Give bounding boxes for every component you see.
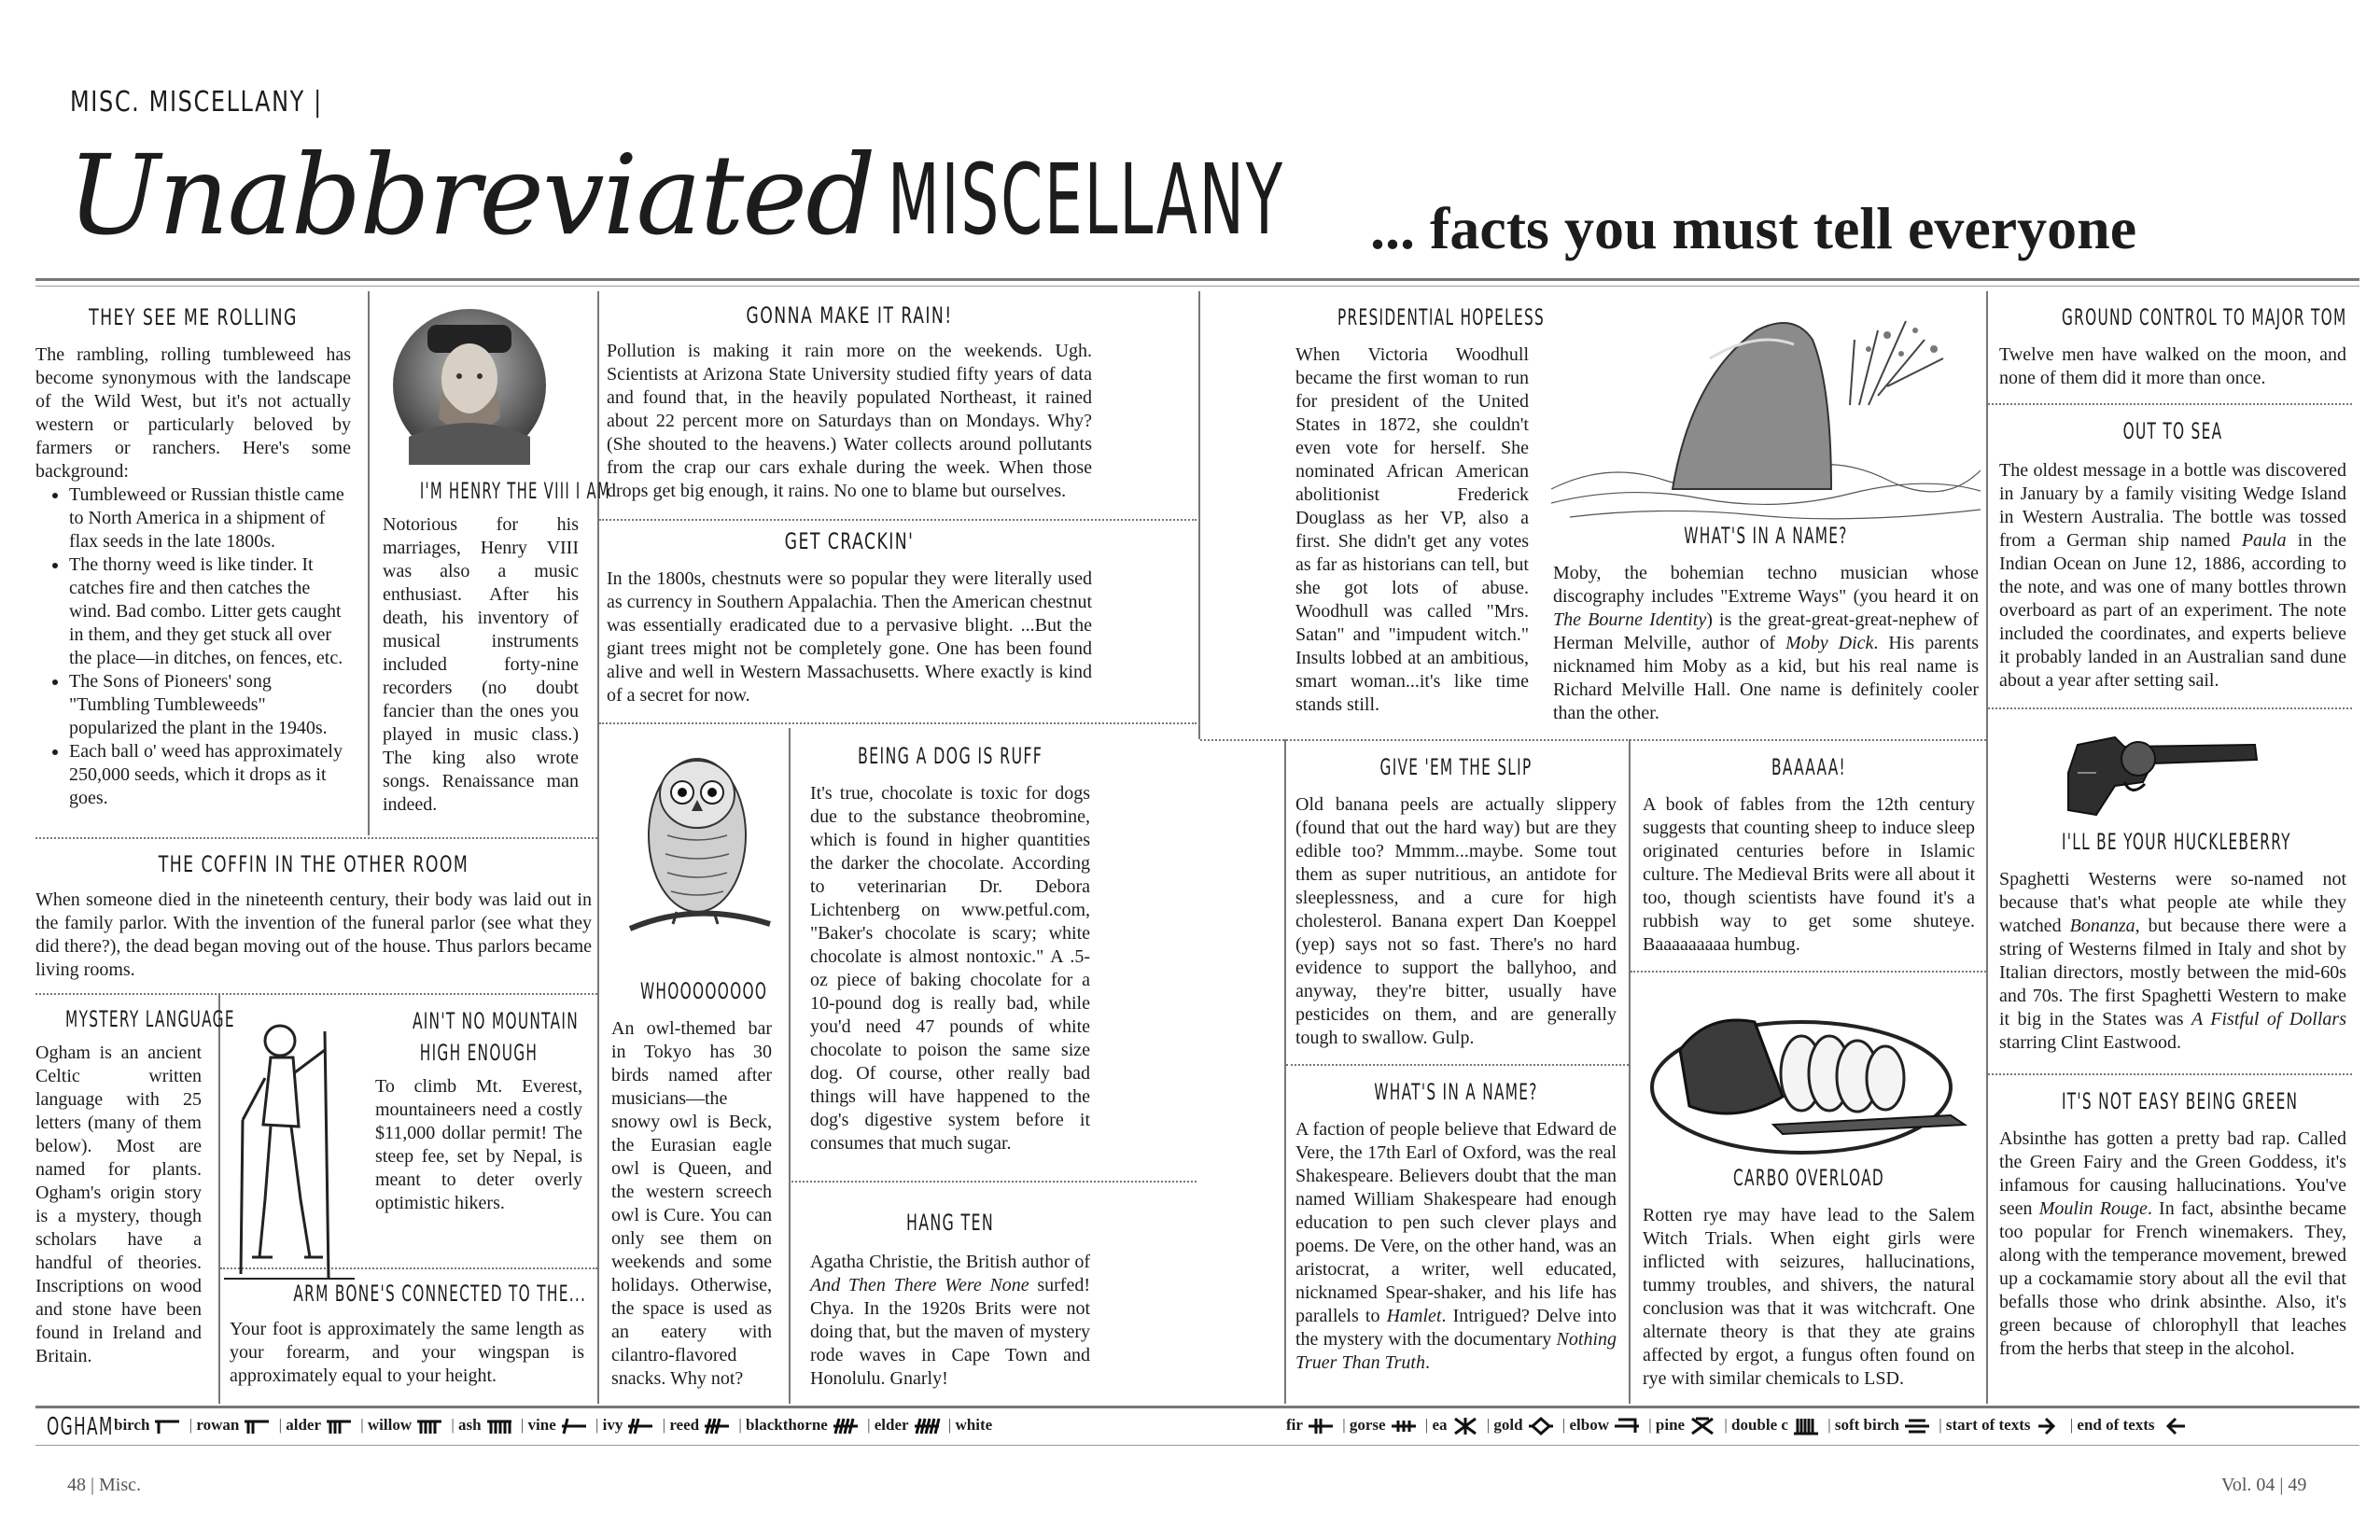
- ogham-letter-name: birch: [114, 1416, 150, 1434]
- ogham-glyph-icon: [1527, 1416, 1555, 1436]
- book-title: Moby Dick: [1785, 633, 1874, 653]
- divider: [1631, 971, 1986, 973]
- divider: [1988, 707, 2352, 709]
- ogham-letter: [2077, 1416, 2190, 1434]
- ogham-letter: [1350, 1416, 1421, 1434]
- ogham-glyph-icon: [703, 1416, 731, 1436]
- ogham-separator: |: [1421, 1416, 1433, 1434]
- article-body: An owl-themed bar in Tokyo has 30 birds named after musicians—the snowy owl is Beck, the Eurasian eagle owl is Queen, and the western screech owl is Cure. You can only see them on weekends and some holidays. Otherwise, the space is used as an eatery with cilantro-flavored snacks. Why not?: [611, 1018, 772, 1389]
- divider: [35, 993, 597, 995]
- ogham-letter-name: fir: [1286, 1416, 1303, 1434]
- article-text: surfed! Chya. In the 1920s Brits were not doing that, but the maven of mystery rode waves in Cape Town and Honolulu. Gnarly!: [810, 1275, 1090, 1389]
- ogham-letter: [1570, 1416, 1645, 1434]
- article-body: [810, 1251, 1090, 1391]
- play-title: Hamlet: [1386, 1306, 1442, 1326]
- header-rule-2: [35, 286, 2359, 287]
- divider: [35, 837, 597, 839]
- article-title-line2: HIGH ENOUGH: [419, 1040, 539, 1066]
- column-rule: [597, 291, 599, 1404]
- film-title: The Bourne Identity: [1553, 609, 1707, 630]
- article-groundcontrol: [1999, 304, 2346, 390]
- article-title: OUT TO SEA: [2122, 418, 2223, 444]
- ogham-letter: [196, 1416, 274, 1434]
- divider: [1286, 1064, 1629, 1066]
- article-armbone: [230, 1281, 587, 1388]
- tagline: ... facts you must tell everyone: [1370, 195, 2137, 261]
- ogham-letter-name: double c: [1731, 1416, 1788, 1434]
- article-body: To climb Mt. Everest, mountaineers need a costly $11,000 dollar permit! The steep fee, set by Nepal, is meant to deter overly optimistic hikers.: [375, 1076, 582, 1213]
- ogham-glyph-icon: [243, 1416, 271, 1436]
- revolver-illustration: [2059, 717, 2264, 819]
- article-text: starring Clint Eastwood.: [1999, 1032, 2181, 1053]
- list-item: • Each ball o' weed has approximately 250,000 seeds, which it drops as it goes.: [69, 740, 351, 810]
- article-text: . Intrigued? Delve into the mystery with the documentary: [1295, 1306, 1617, 1350]
- article-rolling: [35, 304, 351, 810]
- ogham-separator: |: [274, 1416, 287, 1434]
- ogham-letter: [368, 1416, 447, 1434]
- ogham-letter-name: blackthorne: [746, 1416, 828, 1434]
- footer-rule-2: [35, 1445, 2359, 1446]
- column-rule: [1629, 739, 1631, 1404]
- article-title: HANG TEN: [905, 1210, 994, 1236]
- ogham-letter: [1286, 1416, 1338, 1434]
- ogham-letter: [603, 1416, 659, 1434]
- article-title: THE COFFIN IN THE OTHER ROOM: [158, 851, 469, 877]
- ogham-glyph-icon: [1307, 1416, 1335, 1436]
- bread-illustration: [1643, 985, 1979, 1162]
- ship-name: Paula: [2241, 530, 2287, 551]
- article-crackin: [607, 528, 1092, 707]
- list-item: • The Sons of Pioneers' song "Tumbling Tumbleweeds" popularized the plant in the 1940s.: [69, 670, 351, 740]
- article-text: , but because there were a string of Westerns filmed in Italy and shot by Italian directors, mostly between the mid-60s and 70s. The first Spaghetti Western to make it big in the States was: [1999, 916, 2346, 1029]
- article-hangten: [810, 1210, 1090, 1391]
- ogham-separator: |: [2065, 1416, 2078, 1434]
- ogham-letter-name: white: [955, 1416, 993, 1434]
- article-body: A book of fables from the 12th century suggests that counting sheep to induce sleep originated centuries before in Islamic culture. The Medieval Brits were all about it too, though scientists have found it's a rubbish way to get some shuteye. Baaaaaaaaa humbug.: [1643, 794, 1975, 955]
- article-owl: [611, 978, 772, 1391]
- ogham-glyph-icon: [153, 1416, 181, 1436]
- ogham-letter: [1835, 1416, 1935, 1434]
- article-body: Ogham is an ancient Celtic written language with 25 letters (many of them below). Most are named for plants. Ogham's origin story is a mystery, though scholars have a handful of theories. Inscriptions on wood and stone have been found in Ireland and Britain.: [35, 1043, 202, 1366]
- page-number-right: Vol. 04 | 49: [2221, 1475, 2307, 1495]
- ogham-glyph-icon: [325, 1416, 353, 1436]
- film-title: Moulin Rouge: [2038, 1198, 2148, 1219]
- ogham-letter: [1731, 1416, 1824, 1434]
- article-title: BEING A DOG IS RUFF: [858, 743, 1043, 769]
- whale-illustration: [1551, 293, 1981, 526]
- article-title: GET CRACKIN': [784, 528, 915, 554]
- film-title: Nothing Truer Than Truth: [1295, 1329, 1617, 1373]
- title-caps: MISCELLANY: [887, 143, 1284, 257]
- article-henry: [383, 478, 611, 817]
- ogham-letter: [1432, 1416, 1482, 1434]
- article-text: .: [1424, 1352, 1430, 1373]
- ogham-glyph-icon: [2035, 1416, 2063, 1436]
- article-mountain: [375, 1008, 582, 1215]
- column-rule: [1284, 739, 1286, 1404]
- article-body: [1999, 1127, 2346, 1361]
- ogham-separator: |: [185, 1416, 197, 1434]
- ogham-glyph-icon: [1792, 1416, 1820, 1436]
- ogham-letter: [528, 1416, 592, 1434]
- ogham-letter-name: ivy: [602, 1416, 623, 1434]
- article-title: ARM BONE'S CONNECTED TO THE...: [293, 1281, 587, 1307]
- ogham-glyph-icon: [1451, 1416, 1479, 1436]
- article-mystery: [35, 1006, 235, 1368]
- title-script: Unabbreviated: [67, 131, 875, 259]
- article-title: I'M HENRY THE VIII I AM: [419, 478, 611, 504]
- ogham-strip: [47, 1413, 2352, 1443]
- ogham-separator: |: [1823, 1416, 1835, 1434]
- article-carbo: [1643, 1165, 1975, 1391]
- article-body: Rotten rye may have lead to the Salem Witch Trials. When eight girls were inflicted with seizures, hallucinations, tummy troubles, and shivers, the natural conclusion was that it was witchcraft. One alternate theory is that they ate grains affected by ergot, a fungus often found on rye with similar chemicals to LSD.: [1643, 1205, 1975, 1389]
- ogham-separator: |: [1934, 1416, 1946, 1434]
- article-coffin: [35, 851, 592, 982]
- article-title: IT'S NOT EASY BEING GREEN: [2061, 1088, 2299, 1114]
- article-title: PRESIDENTIAL HOPELESS: [1337, 304, 1546, 330]
- divider: [599, 722, 1197, 724]
- article-body: In the 1800s, chestnuts were so popular they were literally used as currency in Southern Appalachia. Then the American chestnut was essentially eradicated due to a pervasive blight. ...But the giant trees might not be completely gone. One has been found alive and well in Western Massachusetts. Where exactly is kind of a secret for now.: [607, 568, 1092, 706]
- ogham-glyph-icon: [1903, 1416, 1931, 1436]
- article-body: [1999, 868, 2346, 1055]
- ogham-separator: |: [1645, 1416, 1656, 1434]
- ogham-label: OGHAM: [47, 1413, 114, 1441]
- article-moby: [1553, 523, 1979, 725]
- article-title: WHAT'S IN A NAME?: [1684, 523, 1848, 549]
- ogham-letter-name: elder: [874, 1416, 909, 1434]
- list-item: • Tumbleweed or Russian thistle came to North America in a shipment of flax seeds in the late 1800s.: [69, 483, 351, 553]
- article-title: GIVE 'EM THE SLIP: [1379, 754, 1533, 780]
- ogham-glyph-icon: [485, 1416, 513, 1436]
- henry-viii-portrait: [390, 297, 549, 474]
- article-body: Notorious for his marriages, Henry VIII was also a music enthusiast. After his death, his inventory of musical instruments included forty-nine recorders (no doubt fancier than the ones you played in music class.) The king also wrote songs. Renaissance man indeed.: [383, 514, 579, 815]
- article-title: THEY SEE ME ROLLING: [89, 304, 298, 330]
- ogham-letter-name: elbow: [1569, 1416, 1610, 1434]
- ogham-letter: [1656, 1416, 1720, 1434]
- article-text: Moby, the bohemian techno musician whose discography includes "Extreme Ways" (you heard it on: [1553, 563, 1979, 607]
- divider: [1988, 403, 2352, 405]
- article-body: When Victoria Woodhull became the first woman to run for president of the United States in 1872, she couldn't even vote for herself. She nominated African American abolitionist Frederick Douglass as her VP, also a first. She didn't get any votes as far as historians can tell, but she got lots of abuse. Woodhull was called "Mrs. Satan" and "impudent witch." Insults lobbed at an ambitious, smart woman...it's like time stands still.: [1295, 344, 1529, 715]
- article-title: GONNA MAKE IT RAIN!: [746, 302, 953, 329]
- article-dog: [810, 743, 1090, 1155]
- ogham-glyph-icon: [415, 1416, 443, 1436]
- ogham-glyph-icon: [913, 1416, 941, 1436]
- ogham-letter-name: gorse: [1349, 1416, 1386, 1434]
- article-baaaa: [1643, 754, 1975, 957]
- article-title: WHAT'S IN A NAME?: [1374, 1079, 1538, 1105]
- bullet-list: [35, 483, 351, 810]
- ogham-letter-name: willow: [367, 1416, 413, 1434]
- ogham-glyph-icon: [1390, 1416, 1418, 1436]
- ogham-glyph-icon: [1613, 1416, 1641, 1436]
- ogham-letter: [956, 1416, 993, 1434]
- article-text: Spaghetti Westerns were so-named not because that's what people ate while they watched: [1999, 869, 2346, 936]
- ogham-letter-name: start of texts: [1945, 1416, 2031, 1434]
- article-text: Absinthe has gotten a pretty bad rap. Called the Green Fairy and the Green Goddess, it's infamous for causing hallucinations. You've seen: [1999, 1128, 2346, 1219]
- article-body: [1999, 459, 2346, 693]
- article-title: WHOOOOOOOO: [639, 978, 768, 1004]
- article-slip: [1295, 754, 1617, 1050]
- article-body: Twelve men have walked on the moon, and none of them did it more than once.: [1999, 344, 2346, 388]
- article-title: MYSTERY LANGUAGE: [65, 1006, 235, 1032]
- ogham-letter-name: reed: [669, 1416, 700, 1434]
- ogham-separator: |: [862, 1416, 875, 1434]
- ogham-letter: [286, 1416, 357, 1434]
- ogham-letter: [1946, 1416, 2066, 1434]
- film-title: A Fistful of Dollars: [2191, 1009, 2346, 1029]
- ogham-letter: [669, 1416, 735, 1434]
- column-rule: [789, 728, 791, 1404]
- article-title: CARBO OVERLOAD: [1733, 1165, 1884, 1191]
- divider: [1200, 739, 1986, 741]
- ogham-glyph-icon: [2159, 1416, 2187, 1436]
- ogham-letter-name: alder: [286, 1416, 321, 1434]
- article-rain: [607, 302, 1092, 503]
- ogham-separator: |: [658, 1416, 670, 1434]
- article-title: AIN'T NO MOUNTAIN: [412, 1008, 579, 1034]
- ogham-letter-name: pine: [1655, 1416, 1686, 1434]
- ogham-letter-name: gold: [1493, 1416, 1523, 1434]
- divider: [789, 1181, 1197, 1183]
- column-rule: [218, 994, 220, 1404]
- ogham-separator: |: [357, 1416, 368, 1434]
- section-label: MISC. MISCELLANY |: [70, 86, 323, 119]
- hiker-illustration: [224, 1013, 355, 1283]
- ogham-glyph-icon: [626, 1416, 654, 1436]
- ogham-list-right: [1286, 1416, 2191, 1436]
- ogham-glyph-icon: [560, 1416, 588, 1436]
- book-title: And Then There Were None: [810, 1275, 1029, 1295]
- footer-rule: [35, 1406, 2359, 1408]
- ogham-letter: [875, 1416, 945, 1434]
- ogham-separator: |: [516, 1416, 528, 1434]
- owl-illustration: [611, 733, 779, 957]
- ogham-letter: [114, 1416, 185, 1434]
- article-president: [1295, 304, 1546, 717]
- ogham-letter-name: end of texts: [2077, 1416, 2155, 1434]
- ogham-glyph-icon: [832, 1416, 860, 1436]
- ogham-separator: |: [1337, 1416, 1350, 1434]
- article-text: ) is the great-great-great-nephew of Herman Melville, author of: [1553, 609, 1979, 653]
- article-text: . His parents nicknamed him Moby as a kid, but his real name is Richard Melville Hall. One name is definitely cooler than the other.: [1553, 633, 1979, 723]
- ogham-letter-name: ea: [1432, 1416, 1448, 1434]
- article-body: Old banana peels are actually slippery (found that out the hard way) but are they edible too? Mmmm...maybe. Some tout them as super nutritious, an antidote for sleeplessness, and a cure for high cholesterol. Banana expert Dan Koeppel (yep) says not so fast. There's no hard evidence to support the ballyhoo, and anyway, they're bitter, usually have pesticides on them, and are generally tough to swallow. Gulp.: [1295, 794, 1617, 1048]
- article-body: [1553, 562, 1979, 725]
- show-title: Bonanza: [2069, 916, 2135, 936]
- article-text: in the Indian Ocean on June 12, 1886, according to the note, and was one of many bottles thrown overboard as part of an experiment. The note included the coordinates, and experts believe it probably landed in an Australian sand dune about a year after setting sail.: [1999, 530, 2346, 691]
- ogham-separator: |: [1720, 1416, 1732, 1434]
- column-rule: [1986, 291, 1988, 1404]
- ogham-letter: [746, 1416, 863, 1434]
- divider: [599, 519, 1197, 521]
- article-title: I'LL BE YOUR HUCKLEBERRY: [2061, 829, 2291, 855]
- ogham-separator: |: [1482, 1416, 1494, 1434]
- ogham-separator: |: [735, 1416, 747, 1434]
- article-body: [1295, 1118, 1617, 1375]
- column-rule: [1198, 291, 1200, 739]
- article-text: The oldest message in a bottle was discovered in January by a family visiting Wedge Island in Western Australia. The bottle was tossed from a German ship named: [1999, 460, 2346, 551]
- divider: [1988, 1073, 2352, 1075]
- header-rule: [35, 278, 2359, 281]
- article-text: A faction of people believe that Edward de Vere, the 17th Earl of Oxford, was the real Shakespeare. Believers doubt that the man named William Shakespeare had enough education to pen such clever plays and poems. De Vere, on the other hand, was an aristocrat, a writer, well educated, nicknamed Spear-shaker, and his life has parallels to: [1295, 1119, 1617, 1326]
- ogham-letter: [458, 1416, 517, 1434]
- ogham-separator: |: [1558, 1416, 1570, 1434]
- ogham-letter: [1493, 1416, 1558, 1434]
- article-outtosea: [1999, 418, 2346, 693]
- ogham-letter-name: soft birch: [1834, 1416, 1899, 1434]
- article-body: When someone died in the nineteenth century, their body was laid out in the family parlor. With the invention of the funeral parlor (see what they did there?), the dead began moving out of the house. Thus parlors became living rooms.: [35, 889, 592, 980]
- ogham-letter-name: rowan: [196, 1416, 240, 1434]
- ogham-separator: |: [944, 1416, 956, 1434]
- page-number-left: 48 | Misc.: [67, 1475, 142, 1495]
- list-item: • The thorny weed is like tinder. It catches fire and then catches the wind. Bad combo. Litter gets caught in them, and they get stuck all over the place—in ditches, on fences, etc.: [69, 553, 351, 670]
- page-title: [67, 131, 1527, 280]
- article-text: . In fact, absinthe became too popular for French winemakers. They, along with the temperance movement, brewed up a cockamamie story about all the evil that befalls those who drink absinthe. Also, it's green because of chlorophyll that leaches from the herbs that steep in the alcohol.: [1999, 1198, 2346, 1359]
- ogham-letter-name: ash: [458, 1416, 482, 1434]
- article-body: The rambling, rolling tumbleweed has become synonymous with the landscape of the Wild West, but it's not actually western or particularly beloved by farmers or ranchers. Here's some background:: [35, 344, 351, 482]
- ogham-letter-name: vine: [527, 1416, 556, 1434]
- article-body: It's true, chocolate is toxic for dogs due to the substance theobromine, which is found in higher quantities the darker the chocolate. According to veterinarian Dr. Debora Lichtenberg on www.petful.com, "Baker's chocolate is scary; white chocolate is almost nontoxic." A .5-oz piece of baking chocolate for a 10-pound dog is really bad, while you'd need 47 pounds of white chocolate to poison the same size dog. Of course, other really bad things will have happened to the dog's digestive system before it consumes that much sugar.: [810, 783, 1090, 1154]
- article-title: GROUND CONTROL TO MAJOR TOM: [2061, 304, 2347, 330]
- ogham-separator: |: [447, 1416, 459, 1434]
- article-body: Your foot is approximately the same length as your forearm, and your wingspan is approximately equal to your height.: [230, 1319, 584, 1386]
- column-rule: [368, 291, 370, 835]
- ogham-glyph-icon: [1688, 1416, 1716, 1436]
- ogham-list-left: [114, 1416, 992, 1436]
- article-title: BAAAAA!: [1771, 754, 1846, 780]
- article-green: [1999, 1088, 2346, 1361]
- article-body: Pollution is making it rain more on the weekends. Ugh. Scientists at Arizona State University studied fifty years of data and found that, in the heavily populated Northeast, it rained about 22 percent more on Saturdays than on Mondays. Why? (She shouted to the heavens.) Water collects around pollutants from the crap our cars exhale during the week. When those drops get big enough, it rains. No one to blame but ourselves.: [607, 341, 1092, 501]
- article-shakespeare: [1295, 1079, 1617, 1375]
- ogham-separator: |: [591, 1416, 603, 1434]
- article-huckleberry: [1999, 829, 2346, 1055]
- article-text: Agatha Christie, the British author of: [810, 1252, 1090, 1272]
